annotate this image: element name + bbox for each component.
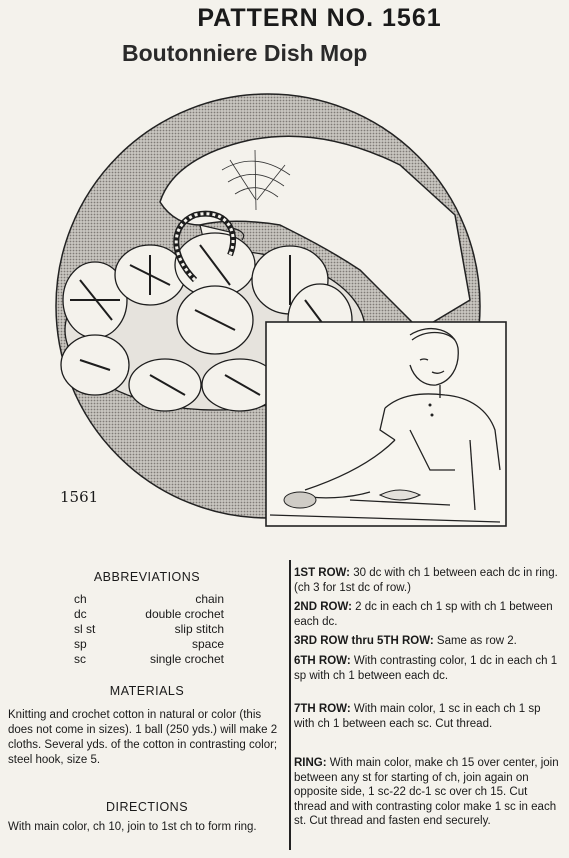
materials-text: Knitting and crochet cotton in natural or color (this does not come in sizes). 1 ball (250 yds.) will make 2 cloths. Several yds. of the cotton in contrasting color; steel hook, size 5. bbox=[8, 709, 278, 766]
column-divider bbox=[289, 560, 291, 850]
ring-instructions: RING: With main color, make ch 15 over center, join between any st for starting of ch, join again on opposite side, 1 sc-22 dc-1 sc over ch 15. Cut thread and with contrasting color make 1 sc in each st. Cut thread and fasten end securely. bbox=[294, 757, 559, 827]
row-1: 1ST ROW: 30 dc with ch 1 between each dc in ring. (ch 3 for 1st dc of row.) bbox=[294, 567, 558, 594]
abbreviation-row: sp space bbox=[74, 637, 224, 651]
abbreviations-list bbox=[74, 592, 224, 667]
abbreviation-row: sl st slip stitch bbox=[74, 622, 224, 636]
materials-heading: MATERIALS bbox=[109, 684, 185, 698]
row-3-5: 3RD ROW thru 5TH ROW: Same as row 2. bbox=[294, 635, 517, 647]
page-title: PATTERN NO. 1561 bbox=[197, 4, 442, 32]
row-2: 2ND ROW: 2 dc in each ch 1 sp with ch 1 between each dc. bbox=[294, 601, 553, 628]
figure-number: 1561 bbox=[60, 488, 99, 506]
directions-text: With main color, ch 10, join to 1st ch to form ring. bbox=[8, 821, 257, 833]
row-7: 7TH ROW: With main color, 1 sc in each ch 1 sp with ch 1 between each sc. Cut thread. bbox=[294, 703, 541, 730]
page-subtitle: Boutonniere Dish Mop bbox=[122, 40, 368, 66]
directions-heading: DIRECTIONS bbox=[105, 800, 189, 814]
abbreviation-row: sc single crochet bbox=[74, 652, 224, 666]
abbreviation-row: dc double crochet bbox=[74, 607, 224, 621]
row-6: 6TH ROW: With contrasting color, 1 dc in each ch 1 sp with ch 1 between each dc. bbox=[294, 655, 558, 682]
abbreviations-heading: ABBREVIATIONS bbox=[93, 570, 201, 584]
abbreviation-row: ch chain bbox=[74, 592, 224, 606]
